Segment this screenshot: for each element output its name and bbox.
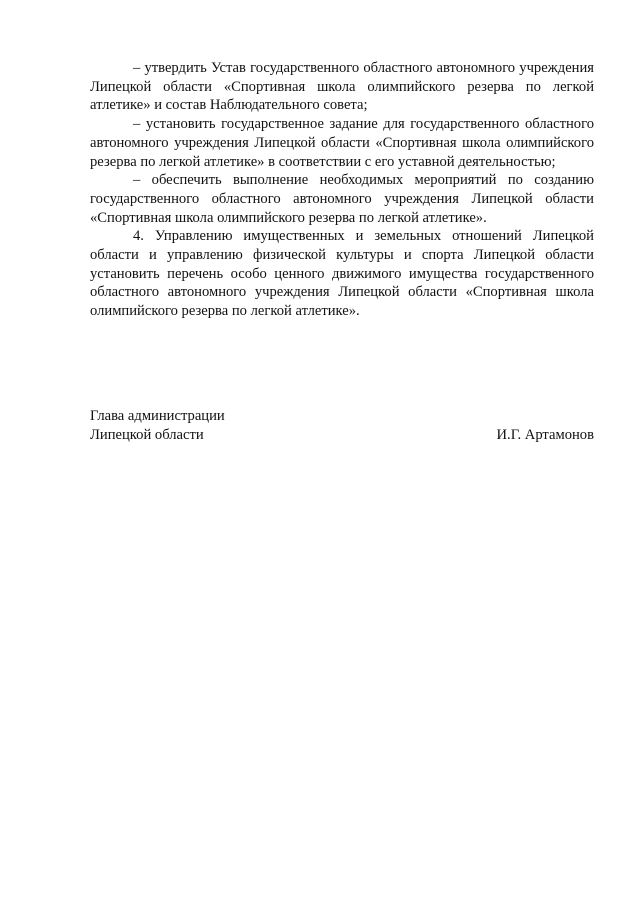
document-body: [90, 59, 594, 321]
signature-title-line-1: Глава администрации: [90, 408, 225, 424]
paragraph-state-assignment: – установить государственное задание для государственного областного автономного учреждения Липецкой области «Спортивная школа олимпийского резерва по легкой атлетике» в соответствии с его уставной деятельностью;: [90, 116, 594, 170]
signature-block: [90, 407, 594, 444]
paragraph-property-list: 4. Управлению имущественных и земельных отношений Липецкой области и управлению физической культуры и спорта Липецкой области установить перечень особо ценного движимого имущества государственного областного автономного учреждения Липецкой области «Спортивная школа олимпийского резерва по легкой атлетике».: [90, 228, 594, 320]
signature-title-line-2: Липецкой области: [90, 426, 204, 443]
paragraph-approve-charter: – утвердить Устав государственного областного автономного учреждения Липецкой области «Спортивная школа олимпийского резерва по легкой атлетике» и состав Наблюдательного совета;: [90, 60, 594, 114]
signatory-name: И.Г. Артамонов: [496, 426, 594, 443]
paragraph-ensure-measures: – обеспечить выполнение необходимых мероприятий по созданию государственного областного автономного учреждения Липецкой области «Спортивная школа олимпийского резерва по легкой атлетике».: [90, 172, 594, 226]
signature-row: [90, 426, 594, 445]
